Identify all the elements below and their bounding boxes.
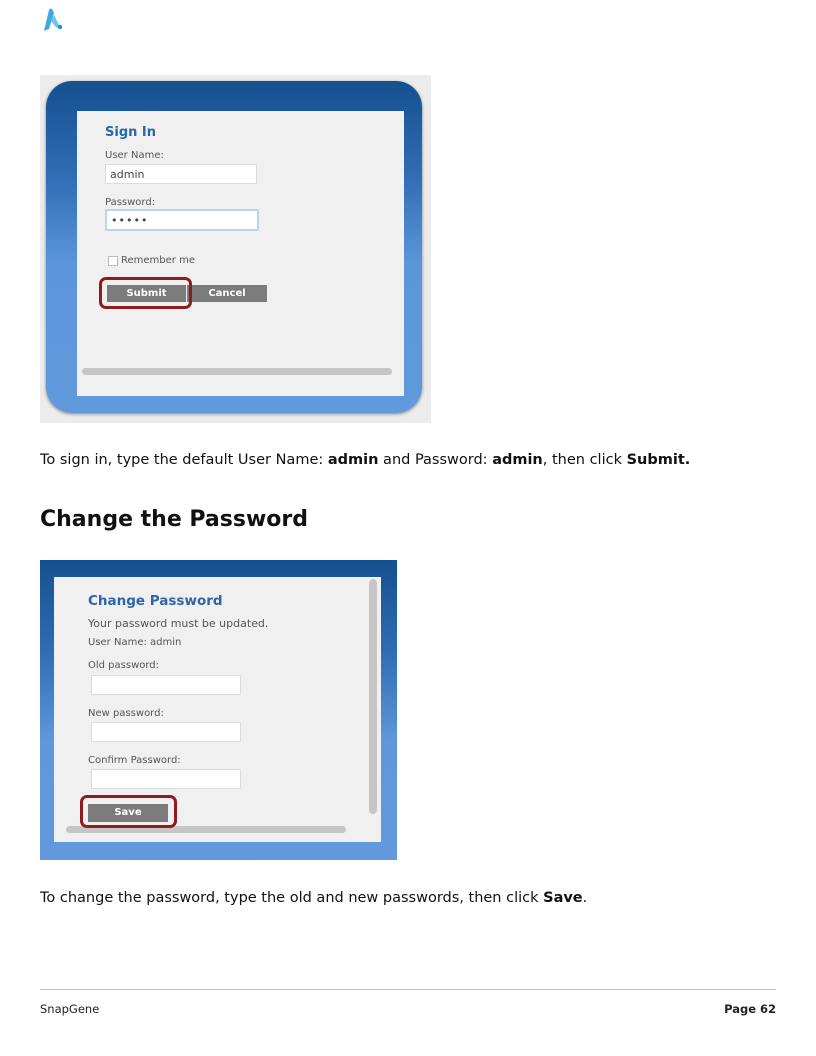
cancel-button[interactable]: Cancel <box>187 285 267 302</box>
save-highlight <box>80 795 177 828</box>
signin-screenshot <box>40 75 431 423</box>
vertical-scrollbar[interactable] <box>369 579 377 814</box>
old-password-label: Old password: <box>88 660 160 671</box>
submit-highlight <box>99 277 192 309</box>
confirm-password-input[interactable] <box>91 769 241 789</box>
submit-button[interactable]: Submit <box>107 285 186 302</box>
save-button[interactable]: Save <box>88 804 168 822</box>
password-input[interactable]: ••••• <box>105 209 259 231</box>
new-password-label: New password: <box>88 708 164 719</box>
section-heading: Change the Password <box>40 507 309 532</box>
signin-instructions: To sign in, type the default User Name: admin and Password: admin, then click Submit. <box>40 452 691 468</box>
password-label: Password: <box>105 197 156 208</box>
footer-page-number: Page 62 <box>724 1002 776 1016</box>
change-password-title: Change Password <box>88 593 223 609</box>
signin-title: Sign In <box>105 125 156 140</box>
change-password-instructions: To change the password, type the old and new passwords, then click Save. <box>40 890 588 906</box>
change-password-screenshot <box>40 560 397 860</box>
remember-me-label: Remember me <box>121 255 195 266</box>
username-label: User Name: <box>105 150 164 161</box>
horizontal-scrollbar[interactable] <box>82 368 392 375</box>
signin-frame <box>46 81 422 413</box>
footer-rule <box>40 989 776 990</box>
app-logo-icon <box>40 7 66 33</box>
username-input[interactable]: admin <box>105 164 257 184</box>
update-message: Your password must be updated. <box>88 617 269 630</box>
footer-product: SnapGene <box>40 1002 100 1016</box>
remember-me-checkbox[interactable] <box>108 256 118 266</box>
confirm-password-label: Confirm Password: <box>88 755 181 766</box>
new-password-input[interactable] <box>91 722 241 742</box>
old-password-input[interactable] <box>91 675 241 695</box>
username-line: User Name: admin <box>88 637 182 648</box>
